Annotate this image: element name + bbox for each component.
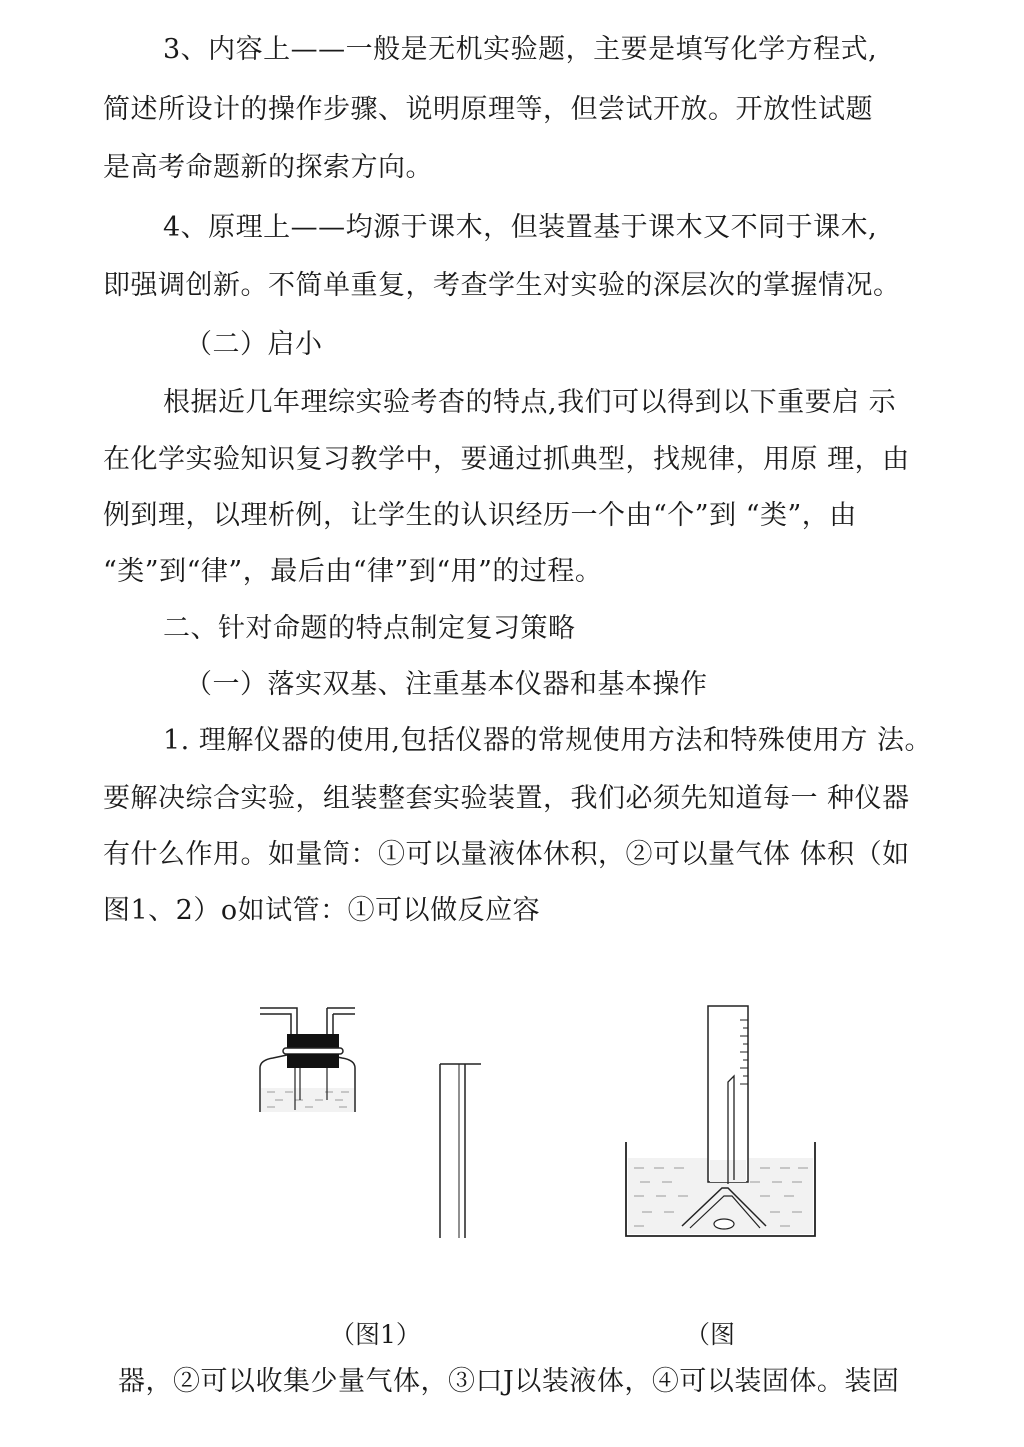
section-heading: 二、针对命题的特点制定复习策略	[163, 613, 576, 644]
paragraph-line: 根据近几年理综实验考杳的特点,我们可以得到以下重要启 示	[163, 387, 897, 418]
paragraph-line: 要解决综合实验，组装整套实验装置，我们必须先知道每一 种仪器	[103, 783, 910, 814]
figure-1-apparatus	[255, 1000, 495, 1245]
figure-2-caption: （图	[685, 1320, 736, 1349]
paragraph-line: 简述所设计的操作步骤、说明原理等，但尝试开放。开放性试题	[103, 94, 873, 125]
paragraph-line: 有什么作用。如量筒：①可以量液体休积，②可以量气体 体积（如	[103, 839, 910, 870]
paragraph-line: 即强调创新。不简单重复，考查学生对实验的深层次的掌握情况。	[103, 270, 901, 301]
section-heading: （一）落实双基、注重基本仪器和基本操作	[185, 669, 708, 700]
paragraph-line: 图1、2）o如试管：①可以做反应容	[103, 895, 541, 926]
paragraph-line: 1. 理解仪器的使用,包括仪器的常规使用方法和特殊使用方 法。	[163, 725, 933, 756]
section-heading: （二）启小	[185, 329, 323, 360]
paragraph-line: “类”到“律”，最后由“律”到“用”的过程。	[103, 556, 603, 587]
figure-2-apparatus	[620, 1000, 820, 1245]
figure-1-caption: （图1）	[330, 1320, 421, 1349]
paragraph-line: 是高考命题新的探索方向。	[103, 152, 433, 183]
paragraph-line: 4、原理上——均源于课木，但装置基于课木又不同于课木,	[163, 212, 878, 243]
paragraph-line: 例到理，以理析例，让学生的认识经历一个由“个”到 “类”，由	[103, 500, 857, 531]
paragraph-line: 在化学实验知识复习教学中，要通过抓典型，找规律，用原 理，由	[103, 444, 910, 475]
paragraph-line: 器，②可以收集少量气体，③口J以装液体，④可以装固体。装固	[118, 1366, 900, 1397]
paragraph-line: 3、内容上——一般是无机实验题，主要是填写化学方程式,	[163, 34, 878, 65]
